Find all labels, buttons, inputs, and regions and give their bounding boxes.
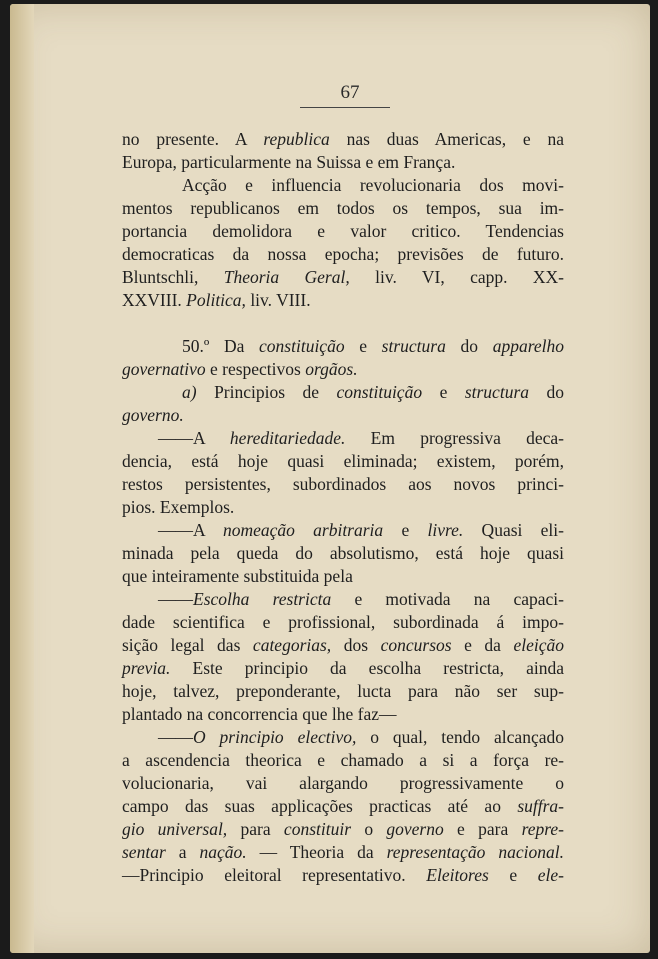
book-page <box>10 4 650 953</box>
text-line: a ascendencia theorica e chamado a si a força re- <box>122 750 564 770</box>
text-line: hoje, talvez, preponderante, lucta para não ser sup- <box>122 681 564 701</box>
text-line: Europa, particularmente na Suissa e em França. <box>122 152 456 172</box>
text-line: portancia demolidora e valor critico. Tendencias <box>122 221 564 241</box>
text-line: dade scientifica e profissional, subordinada á impo- <box>122 612 564 632</box>
text-line: pios. Exemplos. <box>122 497 235 517</box>
text-line: ——Escolha restricta e motivada na capaci- <box>158 589 564 609</box>
header-rule <box>300 107 390 108</box>
text-line: a) Principios de constituição e structura do <box>182 382 564 402</box>
text-line: no presente. A republica nas duas Americas, e na <box>122 129 564 149</box>
text-line: governo. <box>122 405 184 425</box>
page-number: 67 <box>340 82 360 103</box>
text-line: sentar a nação. — Theoria da representação nacional. <box>122 842 564 862</box>
page-gutter <box>10 4 34 953</box>
text-line: ——O principio electivo, o qual, tendo alcançado <box>158 727 564 747</box>
text-line: sição legal das categorias, dos concursos e da eleição <box>122 635 565 655</box>
body-text <box>122 128 564 887</box>
text-line: ——A nomeação arbitraria e livre. Quasi eli- <box>158 520 564 540</box>
text-line: restos persistentes, subordinados aos novos princi- <box>122 474 564 494</box>
text-line: —Principio eleitoral representativo. Eleitores e ele- <box>122 865 564 885</box>
text-line: gio universal, para constituir o governo e para repre- <box>122 819 564 839</box>
text-line: XXVIII. Politica, liv. VIII. <box>122 290 311 310</box>
text-line: campo das suas applicações practicas até ao suffra- <box>122 796 564 816</box>
text-line: minada pela queda do absolutismo, está hoje quasi <box>122 543 564 563</box>
text-line: volucionaria, vai alargando progressivamente o <box>122 773 564 793</box>
text-line: 50.º Da constituição e structura do apparelho <box>182 336 564 356</box>
text-line: previa. Este principio da escolha restricta, ainda <box>122 658 564 678</box>
text-line: mentos republicanos em todos os tempos, sua im- <box>122 198 564 218</box>
text-line: ——A hereditariedade. Em progressiva deca- <box>158 428 564 448</box>
text-line: democraticas da nossa epocha; previsões de futuro. <box>122 244 564 264</box>
text-line: Bluntschli, Theoria Geral, liv. VI, capp. XX- <box>122 267 565 287</box>
paragraph-gap <box>122 312 564 335</box>
text-line: plantado na concorrencia que lhe faz— <box>122 704 397 724</box>
text-line: governativo e respectivos orgãos. <box>122 359 358 379</box>
text-line: que inteiramente substituida pela <box>122 566 353 586</box>
text-line: dencia, está hoje quasi eliminada; existem, porém, <box>122 451 564 471</box>
text-line: Acção e influencia revolucionaria dos movi- <box>182 175 564 195</box>
